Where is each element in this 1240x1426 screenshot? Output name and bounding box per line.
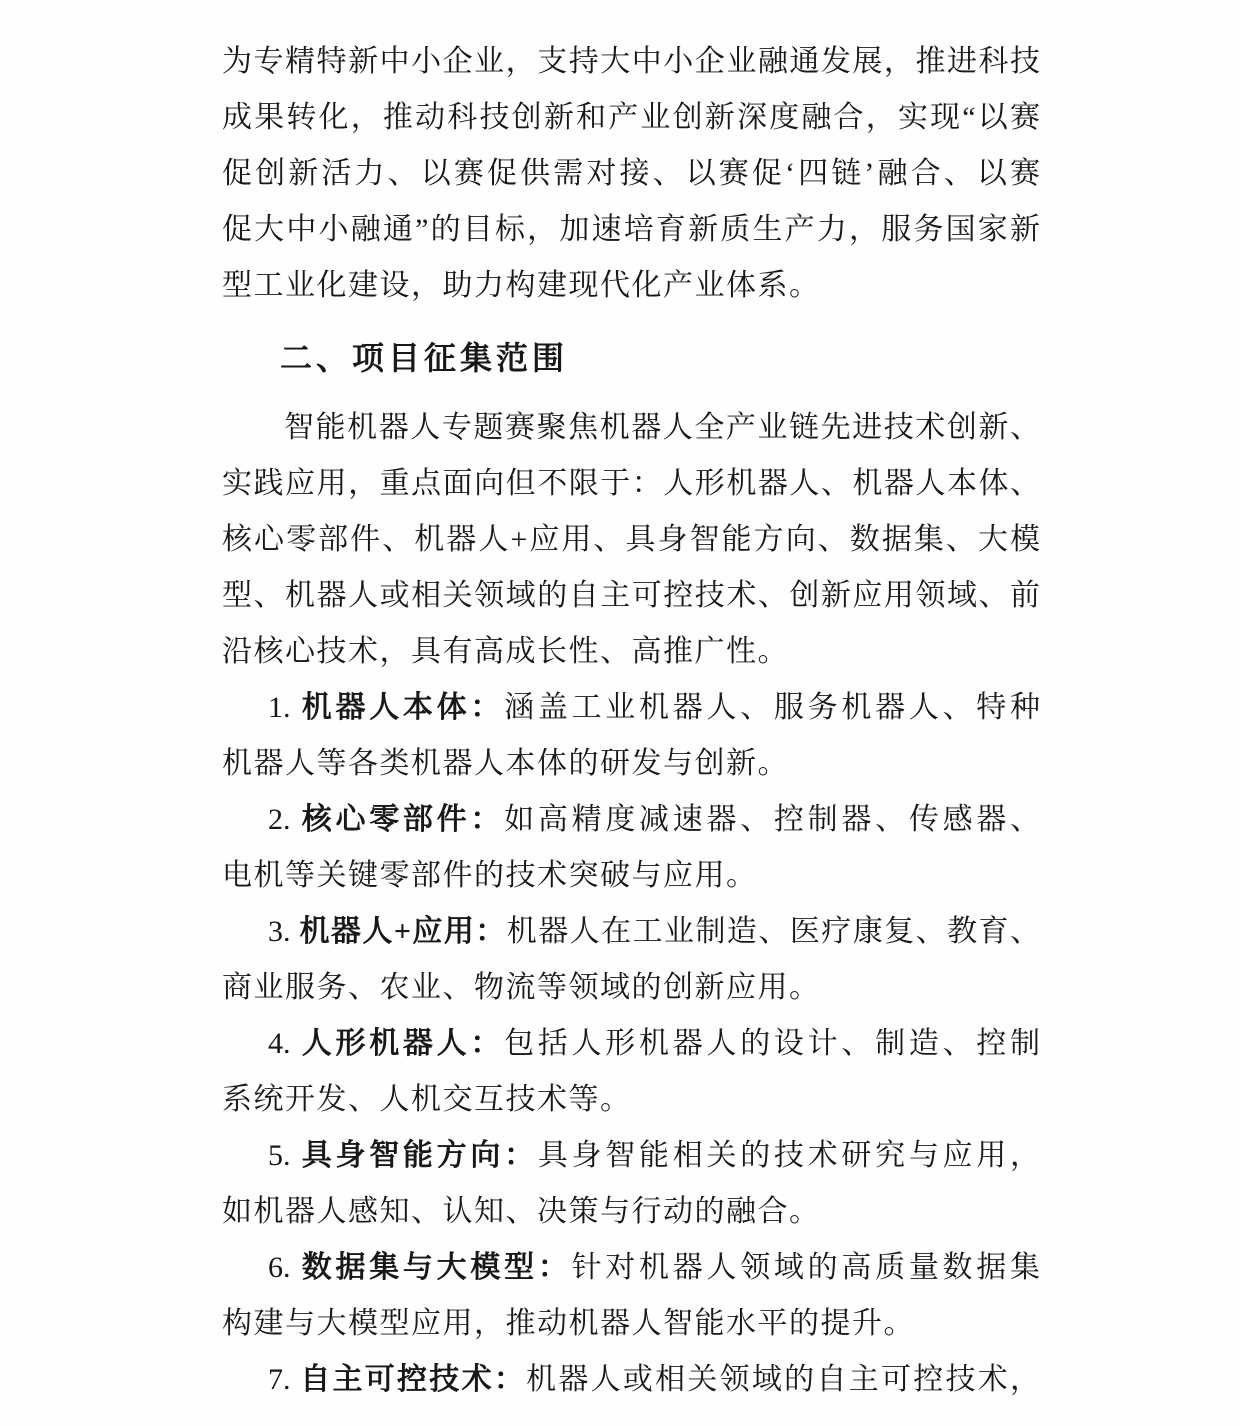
list-item-line: [222, 680, 1040, 736]
line-text: 成果转化，推动科技创新和产业创新深度融合，实现“以赛: [222, 101, 1040, 134]
list-item-label: 数据集与大模型：: [301, 1251, 572, 1284]
text-line: [222, 736, 1040, 792]
line-text: 如高精度减速器、控制器、传感器、: [504, 803, 1040, 836]
line-text: 沿核心技术，具有高成长性、高推广性。: [222, 635, 789, 668]
line-text: 构建与大模型应用，推动机器人智能水平的提升。: [222, 1307, 915, 1340]
line-text: 为专精特新中小企业，支持大中小企业融通发展，推进科技: [222, 45, 1040, 78]
line-text: 涵盖工业机器人、服务机器人、特种: [504, 691, 1040, 724]
line-text: 包括人形机器人的设计、制造、控制: [504, 1027, 1040, 1060]
list-item-label: 具身智能方向：: [301, 1139, 538, 1172]
document-text-block: [222, 34, 1040, 1408]
list-item-number: 5.: [268, 1139, 302, 1172]
list-item-number: 6.: [268, 1251, 302, 1284]
line-text: 智能机器人专题赛聚焦机器人全产业链先进技术创新、: [284, 411, 1040, 444]
line-text: 系统开发、人机交互技术等。: [222, 1083, 632, 1116]
line-text: 核心零部件、机器人+应用、具身智能方向、数据集、大模: [222, 523, 1040, 556]
text-line: [222, 400, 1040, 456]
line-text: 促大中小融通”的目标，加速培育新质生产力，服务国家新: [222, 213, 1040, 246]
list-item-line: [222, 904, 1040, 960]
text-line: [222, 848, 1040, 904]
line-text: 具身智能相关的技术研究与应用，: [537, 1139, 1040, 1172]
list-item-line: [222, 792, 1040, 848]
text-line: [222, 146, 1040, 202]
line-text: 促创新活力、以赛促供需对接、以赛促‘四链’融合、以赛: [222, 157, 1040, 190]
line-text: 型工业化建设，助力构建现代化产业体系。: [222, 269, 821, 302]
text-line: [222, 456, 1040, 512]
list-item-line: [222, 1352, 1040, 1408]
list-item-label: 核心零部件：: [301, 803, 505, 836]
line-text: 实践应用，重点面向但不限于：人形机器人、机器人本体、: [222, 467, 1040, 500]
text-line: [222, 1072, 1040, 1128]
line-text: 针对机器人领域的高质量数据集: [571, 1251, 1040, 1284]
text-line: [222, 202, 1040, 258]
list-item-label: 自主可控技术：: [300, 1363, 527, 1396]
line-text: 电机等关键零部件的技术突破与应用。: [222, 859, 758, 892]
line-text: 机器人或相关领域的自主可控技术，: [526, 1363, 1040, 1396]
text-line: [222, 34, 1040, 90]
list-item-line: [222, 1128, 1040, 1184]
list-item-number: 7.: [268, 1363, 301, 1396]
list-item-line: [222, 1240, 1040, 1296]
list-item-number: 3.: [268, 915, 300, 948]
text-line: [222, 568, 1040, 624]
text-line: [222, 512, 1040, 568]
list-item-number: 1.: [268, 691, 302, 724]
text-line: [222, 1296, 1040, 1352]
list-item-line: [222, 1016, 1040, 1072]
line-text: 型、机器人或相关领域的自主可控技术、创新应用领域、前: [222, 579, 1040, 612]
text-line: [222, 1184, 1040, 1240]
text-line: [222, 624, 1040, 680]
list-item-label: 机器人本体：: [301, 691, 505, 724]
text-line: [222, 960, 1040, 1016]
section-heading: 二、项目征集范围: [280, 340, 569, 376]
list-item-label: 机器人+应用：: [299, 915, 507, 948]
list-item-label: 人形机器人：: [301, 1027, 505, 1060]
list-item-number: 2.: [268, 803, 302, 836]
line-text: 机器人等各类机器人本体的研发与创新。: [222, 747, 789, 780]
line-text: 如机器人感知、认知、决策与行动的融合。: [222, 1195, 821, 1228]
list-item-number: 4.: [268, 1027, 302, 1060]
line-text: 商业服务、农业、物流等领域的创新应用。: [222, 971, 821, 1004]
line-text: 机器人在工业制造、医疗康复、教育、: [506, 915, 1040, 948]
text-line: [222, 90, 1040, 146]
text-line: [222, 258, 1040, 314]
